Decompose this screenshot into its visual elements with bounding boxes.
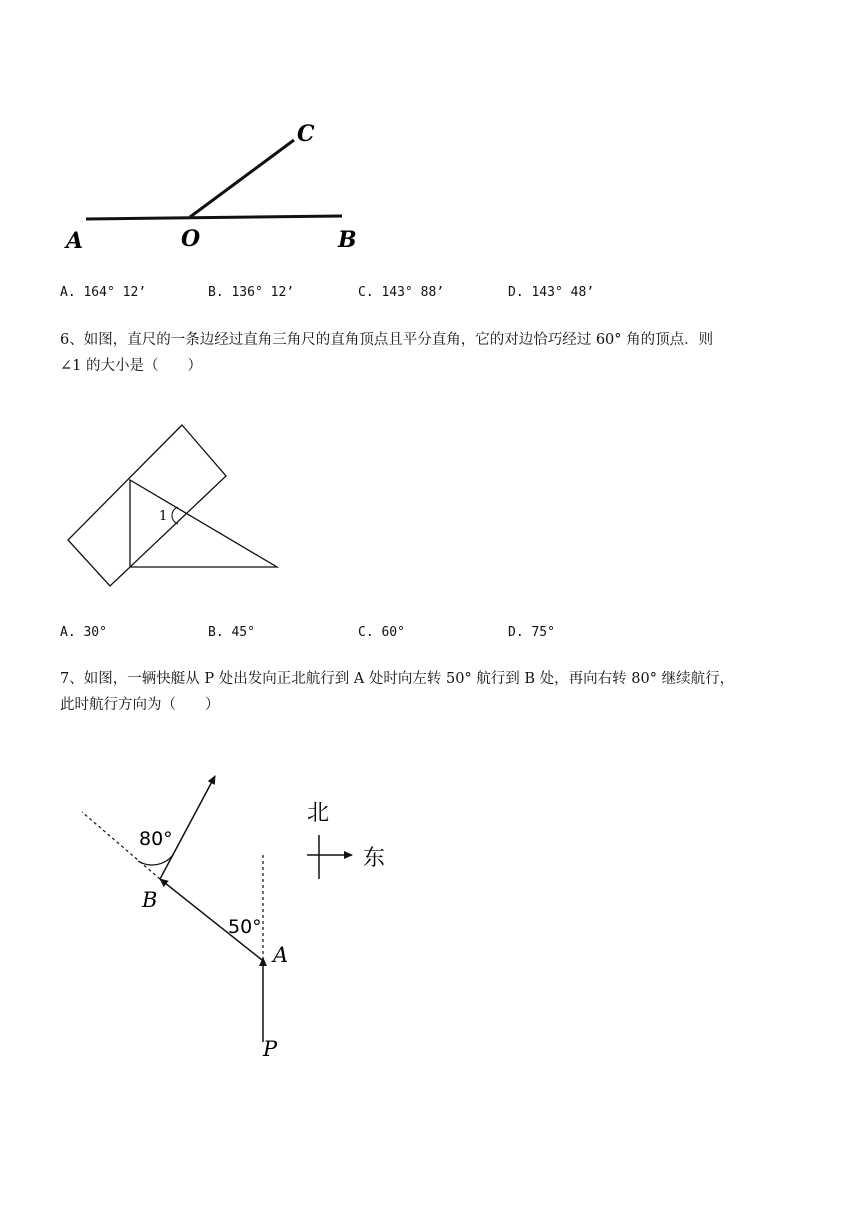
option-a: A. 30° — [60, 625, 107, 640]
label-b: B — [142, 888, 158, 912]
question-6-line1: 6、如图，直尺的一条边经过直角三角尺的直角顶点且平分直角，它的对边恰巧经过 60° 角的顶点．则 — [60, 332, 714, 348]
question-7-line2: 此时航行方向为（ ） — [60, 697, 220, 713]
compass-north-label: 北 — [307, 801, 330, 826]
angle-50-label: 50° — [228, 916, 262, 938]
label-c: C — [297, 121, 315, 147]
option-d: D. 143° 48’ — [508, 285, 595, 300]
question-6 — [60, 327, 805, 379]
option-a: A. 164° 12’ — [60, 285, 147, 300]
label-b: B — [338, 227, 357, 253]
boat-route-figure — [0, 750, 420, 1080]
line-ab — [86, 216, 342, 219]
option-b: B. 45° — [208, 625, 255, 640]
label-o: O — [181, 226, 201, 252]
option-d: D. 75° — [508, 625, 555, 640]
option-c: C. 143° 88’ — [358, 285, 445, 300]
question-7-line1: 7、如图，一辆快艇从 P 处出发向正北航行到 A 处时向左转 50° 航行到 B 处，再向右转 80° 继续航行， — [60, 671, 735, 687]
label-a: A — [273, 943, 289, 967]
ray-oc — [190, 140, 294, 217]
angle-80-label: 80° — [139, 828, 173, 850]
angle-1-arc — [172, 507, 178, 524]
compass — [307, 801, 385, 879]
question-6-line2: ∠1 的大小是（ ） — [60, 358, 202, 374]
label-a: A — [66, 228, 84, 254]
angle-aob-figure — [0, 0, 860, 270]
angle-1-label: 1 — [159, 509, 168, 524]
option-b: B. 136° 12’ — [208, 285, 295, 300]
question-7 — [60, 666, 805, 718]
set-square — [130, 480, 277, 567]
ruler — [68, 425, 226, 586]
option-c: C. 60° — [358, 625, 405, 640]
ruler-triangle-figure — [0, 400, 400, 600]
compass-east-label: 东 — [363, 846, 386, 871]
label-p: P — [263, 1037, 278, 1061]
